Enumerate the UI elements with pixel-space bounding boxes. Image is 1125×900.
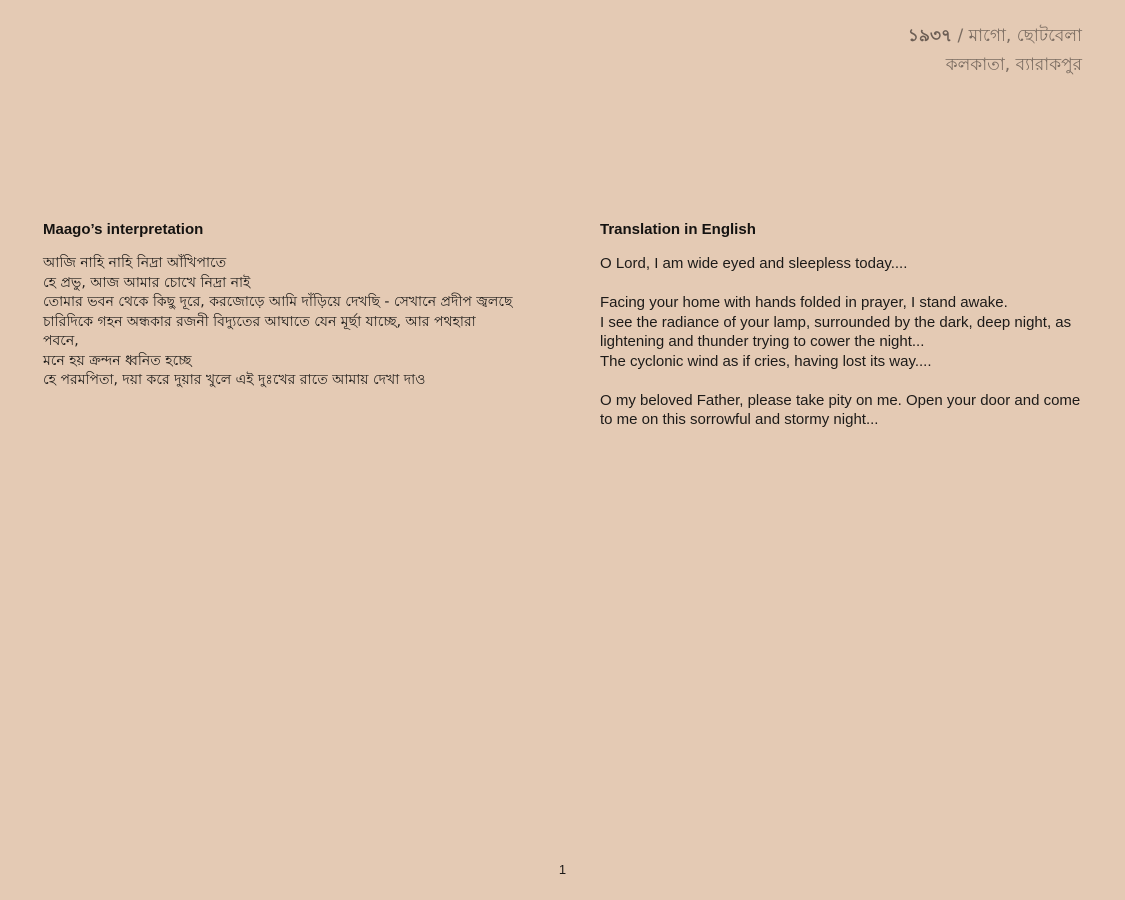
- english-line: Facing your home with hands folded in prayer, I stand awake.: [600, 294, 1008, 311]
- english-column: [600, 220, 1082, 449]
- english-paragraph: [600, 254, 1082, 274]
- header-year: ১৯৩৭: [907, 26, 953, 46]
- bengali-column: [43, 220, 513, 391]
- bengali-line: চারিদিকে গহন অন্ধকার রজনী বিদ্যুতের আঘাতে যেন মূর্ছা যাচ্ছে, আর পথহারা পবনে,: [43, 313, 476, 349]
- bengali-line: মনে হয় ক্রন্দন ধ্বনিত হচ্ছে: [43, 352, 192, 369]
- page-number: 1: [558, 862, 567, 877]
- bengali-line: তোমার ভবন থেকে কিছু দূরে, করজোড়ে আমি দাঁড়িয়ে দেখছি - সেখানে প্রদীপ জ্বলছে: [43, 294, 513, 310]
- bengali-line: হে প্রভু, আজ আমার চোখে নিদ্রা নাই: [43, 274, 251, 291]
- bengali-line: আজি নাহি নাহি নিদ্রা আঁখিপাতে: [43, 255, 227, 271]
- header-location: কলকাতা, ব্যারাকপুর: [945, 55, 1082, 75]
- english-line: I see the radiance of your lamp, surrounded by the dark, deep night, as lightening and thunder trying to cower the night...: [600, 313, 1072, 350]
- english-paragraph: [600, 293, 1082, 371]
- header-subtitle: মাগো, ছোটবেলা: [968, 26, 1082, 46]
- english-line: O my beloved Father, please take pity on me. Open your door and come to me on this sorrowful and stormy night...: [600, 391, 1081, 428]
- header-title-line: [908, 22, 1082, 51]
- english-line: O Lord, I am wide eyed and sleepless today....: [600, 255, 908, 272]
- english-line: The cyclonic wind as if cries, having lost its way....: [600, 352, 932, 370]
- header-separator: /: [952, 26, 969, 46]
- bengali-verse: [43, 254, 513, 391]
- english-column-heading: Translation in English: [600, 221, 756, 238]
- english-paragraph: [600, 391, 1082, 430]
- bengali-column-heading: Maago’s interpretation: [43, 221, 204, 238]
- page-header: [908, 22, 1082, 80]
- bengali-line: হে পরমপিতা, দয়া করে দুয়ার খুলে এই দুঃখের রাতে আমায় দেখা দাও: [43, 372, 426, 388]
